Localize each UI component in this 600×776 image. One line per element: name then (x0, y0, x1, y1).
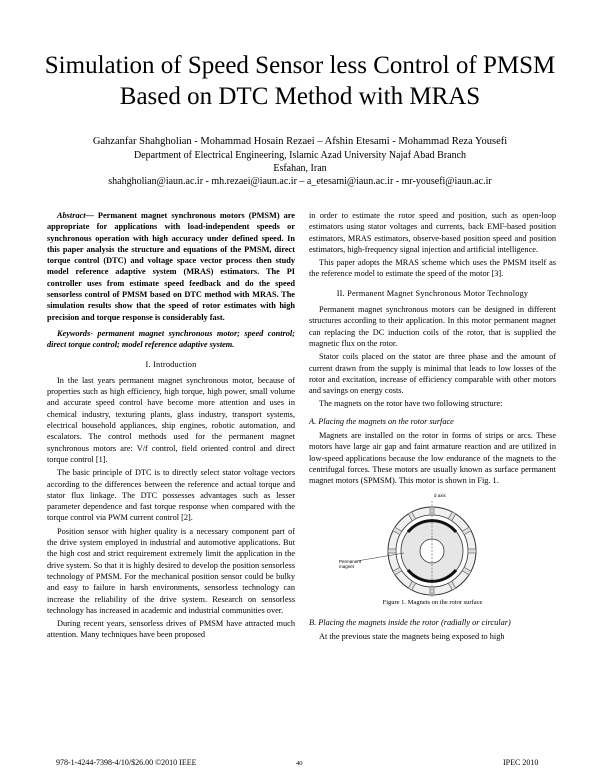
footer-conference: IPEC 2010 (503, 758, 539, 767)
right-column (309, 210, 556, 644)
author-block (40, 135, 560, 188)
subsection-heading-b: B. Placing the magnets inside the rotor (radially or circular) (309, 617, 511, 627)
left-column (47, 210, 295, 643)
paragraph: in order to estimate the rotor speed and position, such as open-loop estimators using stator voltages and currents, back EMF-based position estimators, MRAS estimators, observe-based position speed and position estimators, high-frequency signal injection and artificial intelligence. (309, 211, 556, 254)
paragraph: The basic principle of DTC is to directly select stator voltage vectors according to the differences between the reference and actual torque and stator flux linkage. The DTC possesses advantages such as lesser parameter dependence and fast torque response when compared with the torque control via PWM current control [2]. (47, 468, 295, 523)
abstract-text: Permanent magnet synchronous motors (PMSM) are appropriate for applications with load-independent speeds or synchronous operation with high accuracy under defined speed. In this paper analysis the structure and equations of the PMSM, direct torque control (DTC) and voltage space vector process then study model reference adaptive system (MRAS) estimators. The PI controller uses from estimate speed feedback and do the speed sensorless control of PMSM based on DTC method with MRAS. The simulation results show that the speed of rotor estimates with high precision and torque response is considerably fast. (47, 211, 295, 322)
paragraph: The magnets on the rotor have two following structure: (319, 399, 503, 409)
figure-1 (309, 493, 556, 611)
paragraph: This paper adopts the MRAS scheme which uses the PMSM itself as the reference model to estimate the speed of the motor [3]. (309, 258, 556, 279)
keywords-lead: Keywords- (57, 328, 93, 338)
section-heading-pmsm-technology: II. Permanent Magnet Synchronous Motor Technology (336, 288, 529, 298)
abstract (47, 210, 295, 323)
paragraph: Magnets are installed on the rotor in forms of strips or arcs. These motors have large air gap and faint armature reaction and are utilized in low-speed applications because the low endurance of the magnets to the centrifugal forces. These motors are usually known as surface permanent magnet motors (SPMSM). This motor is shown in Fig. 1. (309, 431, 556, 486)
keywords (47, 328, 295, 351)
paragraph: Stator coils placed on the stator are three phase and the amount of current drawn from the supply is minimal that leads to low losses of the rotor and excitation, increase of efficiency comparable with other motors and savings on energy costs. (309, 352, 556, 396)
section-heading-introduction: I. Introduction (145, 359, 197, 369)
footer-copyright: 978-1-4244-7398-4/10/$26.00 ©2010 IEEE (56, 758, 197, 767)
author-emails: shahgholian@iaun.ac.ir - mh.rezaei@iaun.ac.ir – a_etesami@iaun.ac.ir - mr-yousefi@iaun.ac.ir (108, 176, 492, 187)
paragraph: At the previous state the magnets being exposed to high (319, 631, 505, 641)
paragraph: During recent years, sensorless drives of PMSM have attracted much attention. Many techniques have been proposed (47, 619, 295, 640)
author-names: Gahzanfar Shahgholian - Mohammad Hosain Rezaei – Afshin Etesami - Mohammad Reza Yousefi (92, 136, 508, 147)
paragraph: In the last years permanent magnet synchronous motor, because of properties such as high efficiency, high torque, high power, small volume and accurate speed control have become more attention and uses in chemical industry, texturing plants, glass industry, transport systems, electrical household appliances, ship engines, robotic automation, and escalators. The control methods used for the permanent magnet synchronous motors are: V/f control, field oriented control and direct torque control [1]. (47, 375, 295, 464)
paragraph: Permanent magnet synchronous motors can be designed in different structures according to their application. In this motor permanent magnet can replacing the DC induction coils of the rotor, that is supplied the magnetic flux on the rotor. (309, 305, 556, 348)
page-number: 40 (296, 760, 303, 767)
paragraph: Position sensor with higher quality is a necessary component part of the drive system employed in industrial and automotive applications. But the high cost and strict requirement extremely limit the application in the drive system. So that it is highly desired to develop the position sensorless technology of PMSM. For the mechanical position sensor could be bulky and easy to failure in harsh environments, sensorless technology can increase the reliability of the drive system. Research on sensorless technology has increased in academic and industrial communities over. (47, 526, 295, 615)
subsection-heading-a: A. Placing the magnets on the rotor surface (309, 416, 454, 426)
d-axis-label: d axis (434, 492, 446, 498)
author-affiliation: Department of Electrical Engineering, Islamic Azad University Najaf Abad Branch (133, 150, 467, 161)
motor-cross-section-diagram (309, 493, 556, 597)
figure-caption: Figure 1. Magnets on the rotor surface (382, 598, 483, 606)
permanent-magnet-label: Permanent magnet (339, 558, 362, 569)
paper-title: Simulation of Speed Sensor less Control of PMSM Based on DTC Method with MRAS (44, 52, 556, 110)
abstract-lead: Abstract— (57, 211, 94, 220)
keywords-text: permanent magnet synchronous motor; speed control; direct torque control; model reference adaptive system. (47, 328, 295, 350)
author-location: Esfahan, Iran (273, 163, 327, 174)
